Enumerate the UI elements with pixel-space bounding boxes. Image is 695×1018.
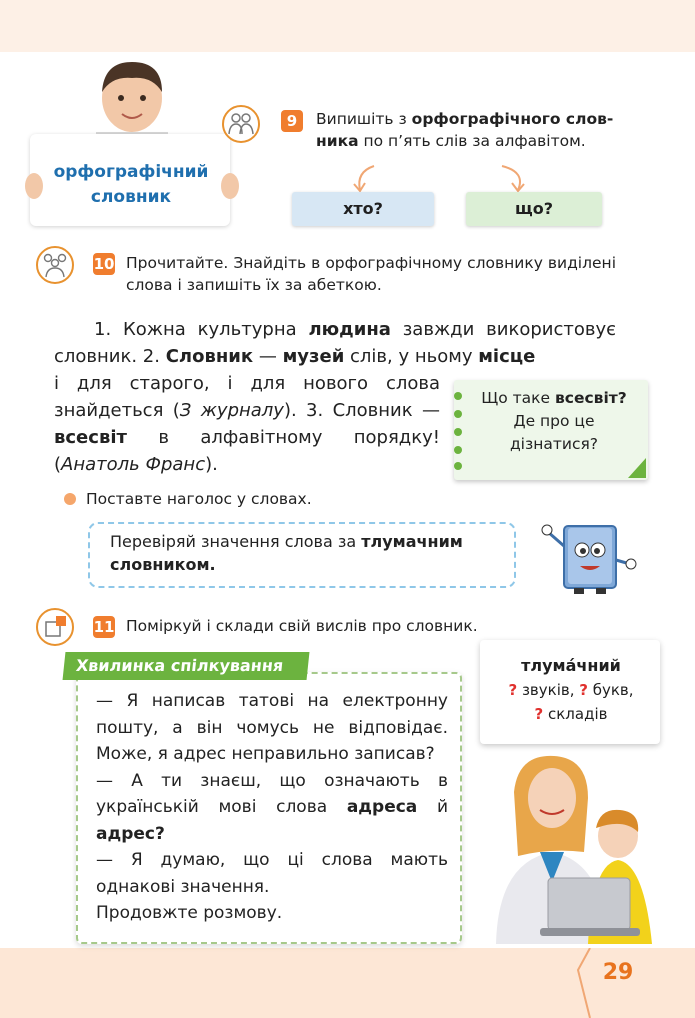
- dialogue-line-2-conj: й: [417, 797, 449, 817]
- word-letters-label: букв,: [587, 681, 634, 699]
- group-work-icon: [36, 246, 74, 284]
- passage-word-5: всесвіт: [54, 427, 127, 448]
- question-mark-icon: ?: [579, 681, 588, 699]
- dictionary-title-line2: словник: [90, 187, 172, 207]
- tag-what: що?: [466, 192, 602, 226]
- dialogue-line-1: — Я написав татові на електронну пошту, а він чомусь не відповідає. Може, я адрес неправильно записав?: [96, 691, 448, 764]
- dialogue-text: [96, 688, 448, 927]
- passage-word-2: Словник: [165, 346, 254, 367]
- passage-word-3: музей: [282, 346, 345, 367]
- task-9-text-bold: орфографічного слов-ника: [316, 110, 614, 150]
- word-syllables-label: складів: [543, 705, 608, 723]
- task-10-passage-part2: [54, 370, 440, 478]
- task-9-badge: 9: [281, 110, 303, 132]
- accent-task-text: Поставте наголос у словах.: [86, 490, 312, 508]
- task-9-text-part1: Випишіть з: [316, 110, 412, 128]
- dialogue-word-adresa: адреса: [346, 797, 418, 817]
- hint-text: [110, 530, 500, 576]
- task-10-badge: 10: [93, 255, 115, 273]
- passage-source-1: З журналу: [179, 400, 284, 421]
- passage-text-3: —: [253, 346, 283, 367]
- bullet-dot: [64, 493, 76, 505]
- passage-text-8: ).: [205, 454, 218, 475]
- task-11-text: Поміркуй і склади свій вислів про словник.: [126, 617, 478, 635]
- question-note-text: [464, 387, 644, 456]
- task-9-text: [316, 108, 636, 152]
- page-number: 29: [602, 960, 634, 985]
- note-line-1-text: Що таке: [481, 389, 555, 407]
- note-line-1: [464, 387, 644, 410]
- task-10-instruction: Прочитайте. Знайдіть в орфографічному словнику виділені слова і запишіть їх за абеткою.: [126, 254, 616, 294]
- word-analysis-line-2: [488, 678, 654, 702]
- word-sounds-label: звуків,: [517, 681, 580, 699]
- dialogue-tab: Хвилинка спілкування: [63, 652, 310, 680]
- dialogue-line-2: [96, 768, 448, 848]
- tag-who: хто?: [292, 192, 434, 226]
- word-analysis-text: [488, 654, 654, 726]
- note-line-1-bold: всесвіт?: [554, 389, 627, 407]
- task-11-badge: 11: [93, 618, 115, 636]
- top-band: [0, 0, 695, 52]
- note-line-2: Де про це: [513, 412, 595, 430]
- passage-text-2: завжди використовує словник. 2.: [54, 319, 616, 367]
- question-mark-icon: ?: [508, 681, 518, 699]
- question-mark-icon: ?: [534, 705, 544, 723]
- note-corner-triangle: [628, 458, 646, 478]
- passage-source-2: Анатоль Франс: [61, 454, 206, 475]
- passage-word-1: людина: [308, 319, 391, 340]
- passage-text-5: і для старого, і для нового слова знайдеться (: [54, 373, 440, 421]
- word-analysis-word: тлума́чний: [521, 656, 621, 675]
- arrows-decoration: [330, 160, 550, 194]
- pair-work-icon: [222, 105, 260, 143]
- dialogue-line-2-text: — А ти знаєш, що означають в українській мові слова: [96, 770, 448, 817]
- puzzle-icon: [36, 608, 74, 646]
- passage-text-1: 1. Кожна культурна: [94, 319, 309, 340]
- word-analysis-line-3: [488, 702, 654, 726]
- note-line-3: дізнатися?: [509, 435, 599, 453]
- book-mascot-illustration: [538, 516, 638, 596]
- dialogue-line-4: Продовжте розмову.: [96, 903, 283, 923]
- task-9-text-part2: по п’ять слів за алфавітом.: [358, 132, 586, 150]
- task-10-passage-part1: [54, 316, 616, 370]
- passage-word-4: місце: [478, 346, 536, 367]
- dictionary-title-line1: орфографічний: [53, 162, 209, 182]
- passage-text-4: слів, у ньому: [344, 346, 479, 367]
- dialogue-line-3: — Я думаю, що ці слова мають однакові значення.: [96, 850, 448, 897]
- dictionary-card-title: [36, 160, 226, 210]
- boy-illustration: [86, 56, 178, 142]
- passage-text-7: в алфавітному порядку! (: [54, 427, 440, 475]
- dialogue-word-adres: адрес?: [96, 823, 165, 844]
- passage-text-6: ). 3. Словник —: [283, 400, 440, 421]
- woman-and-boy-laptop-illustration: [484, 752, 656, 944]
- hint-text-bold: тлумачним словником.: [110, 532, 463, 574]
- hint-text-plain: Перевіряй значення слова за: [110, 532, 362, 551]
